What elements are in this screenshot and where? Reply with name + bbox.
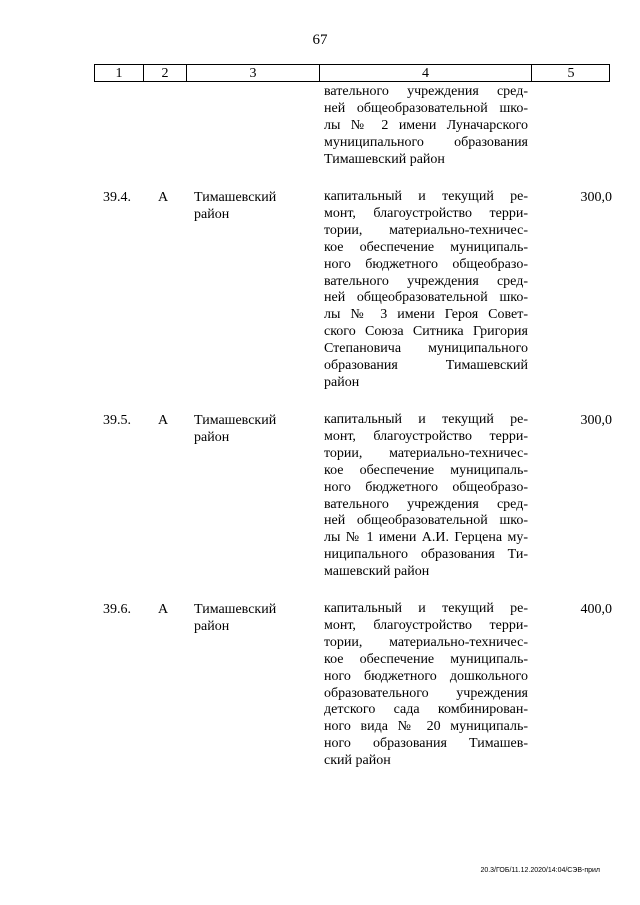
document-code: 20.3/ГОБ/11.12.2020/14:04/СЭВ-прил [480,867,600,874]
description-line: монт, благоустройство терри- [324,617,528,633]
description-line: капитальный и текущий ре- [324,601,528,616]
description-line: ного бюджетного дошкольного [324,668,528,684]
header-col-1: 1 [115,66,123,81]
description-line: вательного учреждения сред- [324,496,528,512]
row-number: 39.4. [103,190,131,205]
description-line: Степановича муниципального [324,341,528,357]
description-line: ного образования Тимашев- [324,736,528,752]
description-line: лы № 1 имени А.И. Герцена му- [324,530,528,546]
row-amount: 400,0 [580,602,612,617]
description-line: ного вида № 20 муниципаль- [324,719,528,735]
description-line: ский район [324,753,391,769]
header-col-2: 2 [143,65,186,82]
row-municipality: Тимашевский район [194,190,277,222]
row-description [324,601,528,770]
page-number: 67 [312,32,328,48]
description-line: кое обеспечение муниципаль- [324,651,528,667]
description-line: ного бюджетного общеобразо- [324,256,528,272]
row-municipality: Тимашевский район [194,602,277,634]
description-line: тории, материально-техничес- [324,222,528,238]
description-line: монт, благоустройство терри- [324,428,528,444]
row-amount: 300,0 [580,190,612,205]
description-line: ней общеобразовательной шко- [324,513,528,529]
description-line: капитальный и текущий ре- [324,189,528,204]
description-line: тории, материально-техничес- [324,634,528,650]
row-category: А [158,190,169,205]
table-header [94,64,610,82]
description-line: Тимашевский район [324,151,445,167]
description-line: ного бюджетного общеобразо- [324,479,528,495]
description-line: муниципального образования [324,134,528,150]
row-description [324,412,528,581]
row-description [324,189,528,392]
header-col-4: 4 [319,65,531,82]
row-amount: 300,0 [580,413,612,428]
description-line: образования Тимашевский [324,358,528,374]
header-col-3: 3 [186,65,319,82]
row-number: 39.5. [103,413,131,428]
header-col-5: 5 [531,65,610,82]
continuation-text [324,84,528,169]
description-line: кое обеспечение муниципаль- [324,239,528,255]
description-line: капитальный и текущий ре- [324,412,528,427]
description-line: монт, благоустройство терри- [324,205,528,221]
description-line: ского Союза Ситника Григория [324,324,528,340]
row-category: А [158,602,169,617]
description-line: тории, материально-техничес- [324,445,528,461]
description-line: кое обеспечение муниципаль- [324,462,528,478]
description-line: лы № 3 имени Героя Совет- [324,307,528,323]
description-line: район [324,374,360,390]
description-line: машевский район [324,564,430,580]
row-number: 39.6. [103,602,131,617]
description-line: образовательного учреждения [324,685,528,701]
description-line: вательного учреждения сред- [324,84,528,99]
description-line: ней общеобразовательной шко- [324,290,528,306]
description-line: ней общеобразовательной шко- [324,100,528,116]
description-line: лы № 2 имени Луначарского [324,117,528,133]
row-category: А [158,413,169,428]
row-municipality: Тимашевский район [194,413,277,445]
description-line: вательного учреждения сред- [324,273,528,289]
description-line: детского сада комбинирован- [324,702,528,718]
description-line: ниципального образования Ти- [324,547,528,563]
